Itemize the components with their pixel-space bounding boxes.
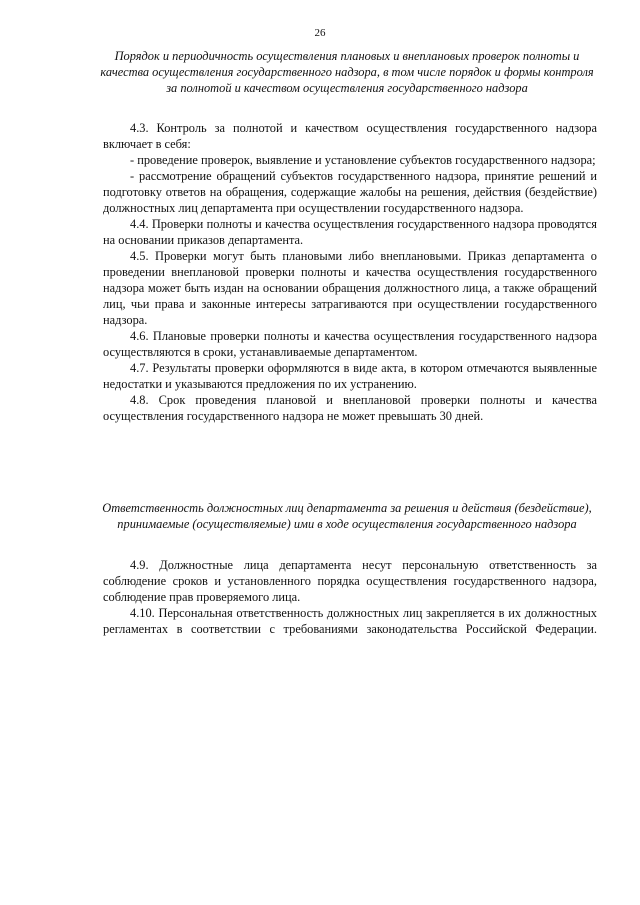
section-body-responsibility bbox=[103, 557, 597, 637]
page-number: 26 bbox=[314, 27, 326, 39]
paragraph-4-9: 4.9. Должностные лица департамента несут персональную ответственность за соблюдение сроков и установленного порядка осуществления государственного надзора, соблюдение прав проверяемого лица. bbox=[103, 558, 597, 604]
paragraph-4-5: 4.5. Проверки могут быть плановыми либо внеплановыми. Приказ департамента о проведении внеплановой проверки полноты и качества осуществления государственного надзора может быть издан на основании обращения должностного лица, а также обращений лиц, чьи права и законные интересы затрагиваются при осуществлении государственного надзора. bbox=[103, 249, 597, 327]
paragraph-4-7: 4.7. Результаты проверки оформляются в виде акта, в котором отмечаются выявленные недостатки и указываются предложения по их устранению. bbox=[103, 361, 597, 391]
paragraph-4-6: 4.6. Плановые проверки полноты и качества осуществления государственного надзора осуществляются в сроки, устанавливаемые департаментом. bbox=[103, 329, 597, 359]
paragraph-4-10: 4.10. Персональная ответственность должностных лиц закрепляется в их должностных регламентах в соответствии с требованиями законодательства Российской Федерации. bbox=[103, 606, 597, 636]
section-heading-responsibility: Ответственность должностных лиц департамента за решения и действия (бездействие), принимаемые (осуществляемые) ими в ходе осуществления государственного надзора bbox=[102, 501, 592, 531]
paragraph-4-3: 4.3. Контроль за полнотой и качеством осуществления государственного надзора включает в себя: bbox=[103, 121, 597, 151]
section-body-control bbox=[103, 120, 597, 424]
section-heading-control: Порядок и периодичность осуществления плановых и внеплановых проверок полноты и качества осуществления государственного надзора, в том числе порядок и формы контроля за полнотой и качеством осуществления государственного надзора bbox=[100, 49, 594, 95]
paragraph-4-4: 4.4. Проверки полноты и качества осуществления государственного надзора проводятся на основании приказов департамента. bbox=[103, 217, 597, 247]
list-item-appeals: - рассмотрение обращений субъектов государственного надзора, принятие решений и подготовку ответов на обращения, содержащие жалобы на решения, действия (бездействие) должностных лиц департамента при осуществлении государственного надзора. bbox=[103, 169, 597, 215]
list-item-inspections: - проведение проверок, выявление и установление субъектов государственного надзора; bbox=[130, 153, 596, 167]
paragraph-4-8: 4.8. Срок проведения плановой и внеплановой проверки полноты и качества осуществления государственного надзора не может превышать 30 дней. bbox=[103, 393, 597, 423]
